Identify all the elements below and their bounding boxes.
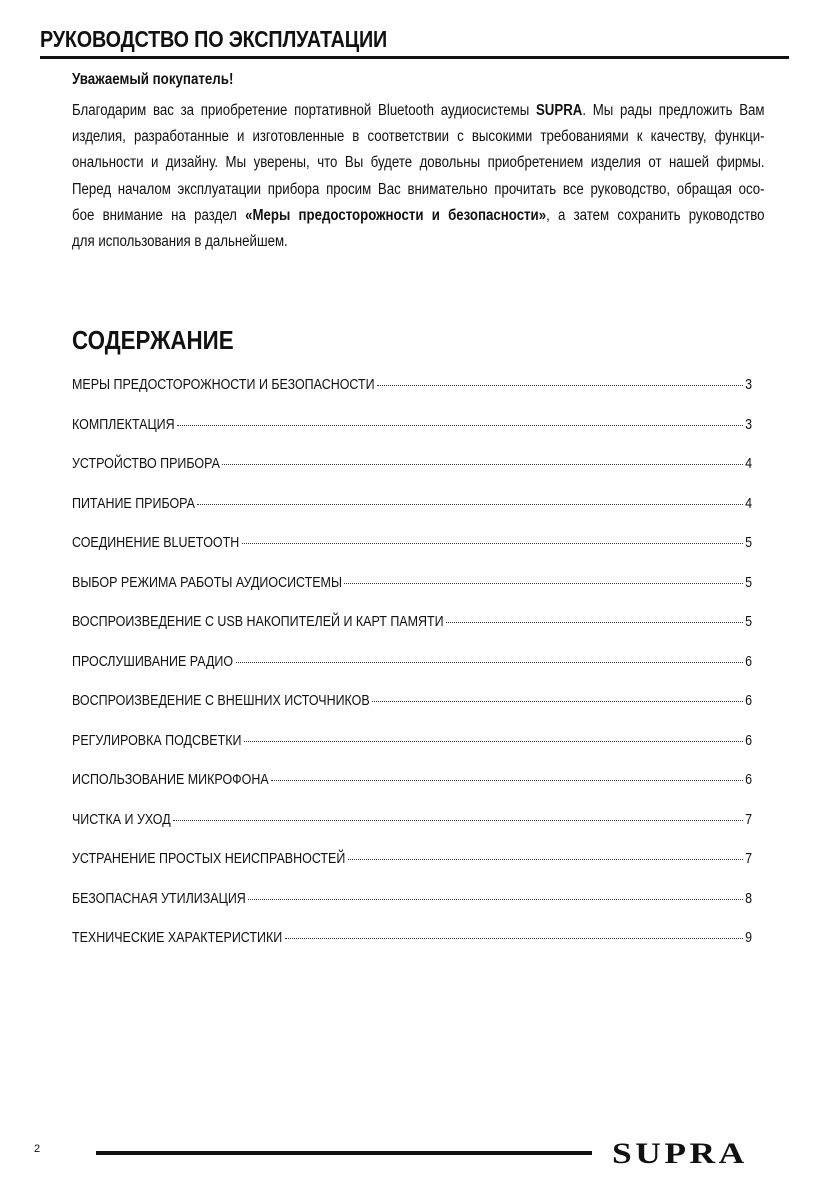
toc-entry-label: ВОСПРОИЗВЕДЕНИЕ С ВНЕШНИХ ИСТОЧНИКОВ [72,693,370,709]
toc-dot-leader [242,543,743,544]
toc-entry-page: 6 [745,772,752,788]
intro-paragraph [72,98,765,255]
toc-dot-leader [377,385,743,386]
intro-line: для использования в дальнейшем. [72,233,288,251]
toc-dot-leader [285,938,743,939]
toc-dot-leader [177,425,743,426]
page-number: 2 [34,1143,41,1155]
toc-dot-leader [372,701,743,702]
toc-entry-label: ПРОСЛУШИВАНИЕ РАДИО [72,653,234,670]
toc-entry[interactable] [72,930,752,970]
intro-text: . Мы рады предложить Вам [582,102,765,119]
toc-entry-page: 6 [745,693,752,709]
intro-line: изделия, разработанные и изготовленные в соответствии с высокими требованиями к качеству, функци- [72,128,765,146]
toc-entry[interactable] [72,772,752,812]
toc-entry-label: ИСПОЛЬЗОВАНИЕ МИКРОФОНА [72,772,269,788]
toc-entry-label: ТЕХНИЧЕСКИЕ ХАРАКТЕРИСТИКИ [72,930,283,946]
toc-entry-page: 5 [745,535,752,551]
toc-dot-leader [244,741,743,742]
toc-entry[interactable] [72,891,752,931]
toc-dot-leader [236,662,743,663]
intro-text: бое внимание на раздел [72,206,246,224]
toc-title: СОДЕРЖАНИЕ [72,325,234,355]
toc-entry-label: РЕГУЛИРОВКА ПОДСВЕТКИ [72,732,242,749]
toc-entry-label: СОЕДИНЕНИЕ BLUETOOTH [72,535,240,551]
table-of-contents [72,377,752,970]
toc-entry-page: 6 [745,732,752,749]
toc-entry[interactable] [72,377,752,417]
toc-dot-leader [222,464,743,465]
toc-entry-page: 8 [745,890,752,907]
footer-divider [96,1151,592,1155]
toc-entry-page: 3 [745,416,752,433]
toc-dot-leader [344,583,743,584]
toc-entry-page: 9 [745,930,752,946]
toc-entry[interactable] [72,456,752,496]
brand-logo: SUPRA [612,1137,748,1170]
toc-entry-label: ВОСПРОИЗВЕДЕНИЕ С USB НАКОПИТЕЛЕЙ И КАРТ ПАМЯТИ [72,614,444,630]
toc-entry[interactable] [72,812,752,852]
toc-entry[interactable] [72,693,752,733]
intro-text: , а затем сохранить руководство [546,206,765,224]
intro-line: ональности и дизайну. Мы уверены, что Вы будете довольны приобретением изделия от нашей фирмы. [72,154,765,172]
intro-text: Благодарим вас за приобретение портативной Bluetooth аудиосистемы [72,102,536,119]
toc-entry-page: 7 [745,851,752,867]
toc-entry-label: КОМПЛЕКТАЦИЯ [72,416,175,433]
toc-entry-page: 6 [745,653,752,670]
toc-entry[interactable] [72,496,752,536]
toc-dot-leader [173,820,743,821]
toc-entry[interactable] [72,535,752,575]
toc-dot-leader [197,504,743,505]
toc-entry-label: ЧИСТКА И УХОД [72,811,171,828]
toc-entry-label: УСТРАНЕНИЕ ПРОСТЫХ НЕИСПРАВНОСТЕЙ [72,851,346,867]
intro-line [72,98,765,124]
toc-dot-leader [446,622,743,623]
toc-dot-leader [348,859,743,860]
toc-entry-page: 5 [745,574,752,591]
intro-line [72,203,765,229]
toc-entry-label: УСТРОЙСТВО ПРИБОРА [72,456,220,472]
toc-entry-page: 7 [745,811,752,828]
intro-brand-name: SUPRA [535,102,583,119]
intro-section-reference: «Меры предосторожности и безопасности» [245,206,547,224]
toc-entry-page: 3 [745,377,752,393]
toc-entry-label: ВЫБОР РЕЖИМА РАБОТЫ АУДИОСИСТЕМЫ [72,574,342,591]
toc-entry-page: 5 [745,614,752,630]
toc-entry[interactable] [72,575,752,615]
page-header-title: РУКОВОДСТВО ПО ЭКСПЛУАТАЦИИ [40,26,388,52]
toc-entry-label: ПИТАНИЕ ПРИБОРА [72,495,195,512]
toc-entry[interactable] [72,614,752,654]
toc-entry-label: МЕРЫ ПРЕДОСТОРОЖНОСТИ И БЕЗОПАСНОСТИ [72,377,375,393]
toc-entry[interactable] [72,851,752,891]
toc-entry[interactable] [72,654,752,694]
toc-entry[interactable] [72,733,752,773]
toc-entry[interactable] [72,417,752,457]
toc-entry-page: 4 [745,456,752,472]
toc-entry-label: БЕЗОПАСНАЯ УТИЛИЗАЦИЯ [72,890,246,907]
header-divider [40,56,789,59]
intro-line: Перед началом эксплуатации прибора просим Вас внимательно прочитать все руководство, обращая осо- [72,180,765,198]
toc-dot-leader [271,780,743,781]
greeting-heading: Уважаемый покупатель! [72,71,234,88]
toc-dot-leader [248,899,743,900]
toc-entry-page: 4 [745,495,752,512]
